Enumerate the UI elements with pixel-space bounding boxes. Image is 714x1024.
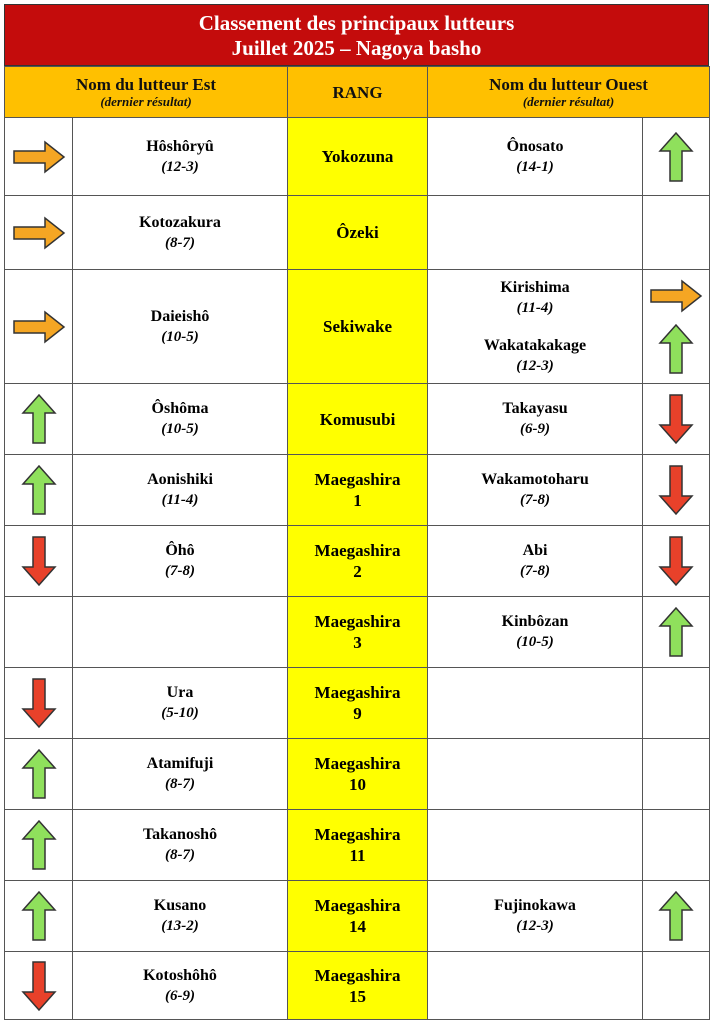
wrestler-name: Ôshôma	[151, 400, 209, 417]
arrow-right-icon	[12, 216, 66, 250]
rank-cell	[288, 597, 428, 668]
wrestler-result: (12-3)	[161, 158, 199, 175]
arrow-down-icon	[658, 464, 694, 516]
wrestler-name: Hôshôryû	[146, 137, 214, 155]
ranking-row	[5, 455, 710, 526]
east-arrow-cell	[5, 270, 73, 384]
arrow-down-icon	[21, 535, 57, 587]
ranking-sheet	[4, 4, 709, 1020]
rank-label: Maegashira	[314, 612, 401, 631]
west-wrestler	[428, 137, 642, 177]
west-header-label: Nom du lutteur Ouest	[489, 75, 648, 94]
wrestler-result: (12-3)	[516, 918, 554, 934]
east-arrow-cell	[5, 196, 73, 270]
rank-label: Maegashira	[314, 896, 401, 915]
west-arrow-cell	[643, 455, 710, 526]
arrow-up-icon	[21, 464, 57, 516]
east-arrow-cell	[5, 526, 73, 597]
rank-label: 1	[353, 491, 362, 510]
east-arrow-cell	[5, 739, 73, 810]
west-header-sub: (dernier résultat)	[522, 94, 615, 109]
west-wrestler	[428, 612, 642, 652]
east-wrestler-cell	[73, 739, 288, 810]
east-wrestler-cell	[73, 597, 288, 668]
wrestler-result: (7-8)	[520, 563, 551, 579]
rank-cell	[288, 455, 428, 526]
arrow-right-icon	[649, 279, 703, 313]
west-arrow-cell	[643, 810, 710, 881]
west-arrow-cell	[643, 118, 710, 196]
arrow-up-icon	[658, 890, 694, 942]
arrow-up-icon	[658, 606, 694, 658]
rank-cell	[288, 526, 428, 597]
west-wrestler-cell	[428, 810, 643, 881]
east-wrestler-cell	[73, 384, 288, 455]
wrestler-result: (8-7)	[165, 776, 195, 792]
west-arrow-cell	[643, 526, 710, 597]
east-wrestler-cell	[73, 455, 288, 526]
title-banner	[4, 4, 709, 66]
west-wrestler	[428, 896, 642, 936]
rank-label: 9	[353, 704, 362, 723]
east-wrestler-cell	[73, 810, 288, 881]
wrestler-name: Takanoshô	[142, 826, 218, 843]
ranking-body	[5, 118, 710, 1020]
east-header-label: Nom du lutteur Est	[76, 75, 216, 94]
east-arrow-wrap	[5, 960, 72, 1012]
west-arrow-wrap	[643, 535, 709, 587]
rank-label: 14	[349, 917, 367, 936]
wrestler-name: Wakamotoharu	[481, 471, 589, 488]
wrestler-name: Abi	[522, 542, 548, 559]
ranking-row	[5, 810, 710, 881]
wrestler-result: (6-9)	[520, 421, 551, 437]
rank-label: 11	[349, 846, 366, 865]
rank-label: Maegashira	[314, 965, 401, 985]
east-arrow-cell	[5, 118, 73, 196]
wrestler-name: Kusano	[153, 897, 207, 914]
west-wrestler	[428, 541, 642, 581]
arrow-down-icon	[658, 393, 694, 445]
west-arrow-cell	[643, 952, 710, 1020]
rank-label: 10	[349, 775, 367, 794]
arrow-up-icon	[658, 323, 694, 375]
east-arrow-cell	[5, 952, 73, 1020]
east-arrow-cell	[5, 597, 73, 668]
arrow-up-icon	[21, 890, 57, 942]
arrow-down-icon	[21, 960, 57, 1012]
rank-label: Maegashira	[314, 541, 401, 560]
east-wrestler	[73, 683, 287, 723]
east-wrestler	[73, 966, 287, 1006]
rank-cell	[288, 384, 428, 455]
east-wrestler	[73, 825, 287, 865]
wrestler-result: (7-8)	[165, 563, 195, 579]
west-arrow-wrap	[643, 606, 709, 658]
west-arrow-cell	[643, 668, 710, 739]
east-header	[5, 67, 288, 118]
wrestler-name: Kinbôzan	[501, 613, 569, 630]
west-arrow-wrap	[643, 323, 709, 375]
west-arrow-wrap	[643, 464, 709, 516]
east-arrow-cell	[5, 810, 73, 881]
west-wrestler	[428, 470, 642, 510]
west-wrestler-cell	[428, 952, 643, 1020]
rank-label: Maegashira	[314, 825, 401, 844]
rank-label: Komusubi	[319, 409, 396, 429]
east-arrow-wrap	[5, 890, 72, 942]
west-wrestler-cell	[428, 118, 643, 196]
wrestler-name: Daieishô	[150, 307, 210, 325]
east-arrow-cell	[5, 384, 73, 455]
arrow-up-icon	[21, 819, 57, 871]
wrestler-result: (10-5)	[516, 634, 554, 650]
west-arrow-cell	[643, 739, 710, 810]
wrestler-name: Ôhô	[165, 542, 195, 559]
wrestler-name: Atamifuji	[146, 755, 214, 772]
west-wrestler-cell	[428, 455, 643, 526]
east-arrow-cell	[5, 668, 73, 739]
wrestler-result: (6-9)	[165, 987, 195, 1004]
rank-cell	[288, 881, 428, 952]
west-wrestler-cell	[428, 526, 643, 597]
wrestler-name: Ônosato	[506, 137, 564, 155]
east-wrestler-cell	[73, 668, 288, 739]
rank-cell	[288, 118, 428, 196]
east-arrow-wrap	[5, 819, 72, 871]
arrow-up-icon	[21, 748, 57, 800]
west-wrestler-cell	[428, 881, 643, 952]
rank-label: Maegashira	[314, 470, 401, 489]
west-arrow-wrap	[643, 890, 709, 942]
east-arrow-wrap	[5, 535, 72, 587]
rank-label: Sekiwake	[323, 317, 392, 336]
west-wrestler-cell	[428, 384, 643, 455]
east-wrestler	[73, 307, 287, 347]
rank-label: 2	[353, 562, 362, 581]
west-wrestler-cell	[428, 739, 643, 810]
west-arrow-wrap	[643, 393, 709, 445]
wrestler-result: (12-3)	[516, 357, 554, 374]
east-wrestler-cell	[73, 196, 288, 270]
arrow-up-icon	[658, 131, 694, 183]
wrestler-result: (11-4)	[516, 299, 554, 316]
wrestler-result: (7-8)	[520, 492, 551, 508]
rank-label: 3	[353, 633, 362, 652]
east-wrestler	[73, 470, 287, 510]
east-arrow-wrap	[5, 140, 72, 174]
east-wrestler-cell	[73, 270, 288, 384]
wrestler-result: (5-10)	[161, 705, 199, 721]
ranking-row	[5, 118, 710, 196]
rank-label: 15	[349, 986, 367, 1006]
header-row	[5, 67, 710, 118]
title-line-2: Juillet 2025 – Nagoya basho	[231, 36, 482, 60]
east-wrestler	[73, 213, 287, 253]
ranking-row	[5, 270, 710, 384]
east-arrow-wrap	[5, 748, 72, 800]
west-arrow-cell	[643, 384, 710, 455]
ranking-row	[5, 881, 710, 952]
ranking-row	[5, 952, 710, 1020]
rank-cell	[288, 196, 428, 270]
wrestler-name: Kotoshôhô	[143, 966, 217, 984]
wrestler-result: (8-7)	[165, 234, 195, 251]
west-arrow-wrap	[643, 131, 709, 183]
wrestler-name: Kotozakura	[139, 213, 221, 231]
rank-cell	[288, 270, 428, 384]
rank-cell	[288, 739, 428, 810]
ranking-row	[5, 668, 710, 739]
wrestler-name: Wakatakakage	[483, 336, 587, 354]
rank-cell	[288, 952, 428, 1020]
rank-cell	[288, 668, 428, 739]
west-wrestler	[428, 278, 642, 318]
title-line-1: Classement des principaux lutteurs	[198, 11, 515, 35]
east-arrow-cell	[5, 881, 73, 952]
wrestler-name: Ura	[166, 684, 194, 701]
west-header	[428, 67, 710, 118]
west-arrow-cell	[643, 196, 710, 270]
east-arrow-wrap	[5, 464, 72, 516]
east-arrow-wrap	[5, 393, 72, 445]
arrow-right-icon	[12, 140, 66, 174]
east-wrestler	[73, 137, 287, 177]
rank-label: Ôzeki	[336, 223, 379, 242]
ranking-row	[5, 739, 710, 810]
arrow-down-icon	[21, 677, 57, 729]
wrestler-result: (13-2)	[161, 918, 199, 934]
west-arrow-wrap	[643, 279, 709, 313]
east-wrestler-cell	[73, 118, 288, 196]
east-wrestler	[73, 754, 287, 794]
wrestler-name: Takayasu	[502, 400, 568, 417]
west-arrow-cell	[643, 270, 710, 384]
west-arrow-cell	[643, 881, 710, 952]
west-wrestler	[428, 336, 642, 376]
arrow-right-icon	[12, 310, 66, 344]
wrestler-result: (8-7)	[165, 847, 195, 863]
west-wrestler-cell	[428, 597, 643, 668]
east-wrestler	[73, 399, 287, 439]
west-wrestler-cell	[428, 196, 643, 270]
wrestler-result: (11-4)	[161, 492, 199, 508]
rank-cell	[288, 810, 428, 881]
west-arrow-cell	[643, 597, 710, 668]
arrow-down-icon	[658, 535, 694, 587]
rank-header-label: RANG	[332, 82, 383, 102]
east-wrestler-cell	[73, 881, 288, 952]
east-wrestler-cell	[73, 526, 288, 597]
ranking-row	[5, 526, 710, 597]
west-wrestler-cell	[428, 270, 643, 384]
ranking-row	[5, 384, 710, 455]
rank-header	[288, 67, 428, 118]
ranking-table	[4, 66, 710, 1020]
west-wrestler-cell	[428, 668, 643, 739]
east-arrow-wrap	[5, 216, 72, 250]
east-wrestler-cell	[73, 952, 288, 1020]
arrow-up-icon	[21, 393, 57, 445]
wrestler-name: Aonishiki	[147, 471, 213, 488]
rank-label: Yokozuna	[321, 147, 394, 166]
wrestler-result: (10-5)	[161, 421, 199, 437]
east-wrestler	[73, 541, 287, 581]
rank-label: Maegashira	[314, 683, 401, 702]
ranking-row	[5, 597, 710, 668]
wrestler-name: Fujinokawa	[494, 897, 576, 914]
ranking-row	[5, 196, 710, 270]
west-wrestler	[428, 399, 642, 439]
east-header-sub: (dernier résultat)	[100, 94, 192, 109]
wrestler-result: (14-1)	[516, 158, 554, 175]
rank-label: Maegashira	[314, 754, 401, 773]
east-wrestler	[73, 896, 287, 936]
wrestler-result: (10-5)	[161, 328, 199, 345]
east-arrow-wrap	[5, 310, 72, 344]
east-arrow-cell	[5, 455, 73, 526]
east-arrow-wrap	[5, 677, 72, 729]
wrestler-name: Kirishima	[500, 278, 570, 296]
